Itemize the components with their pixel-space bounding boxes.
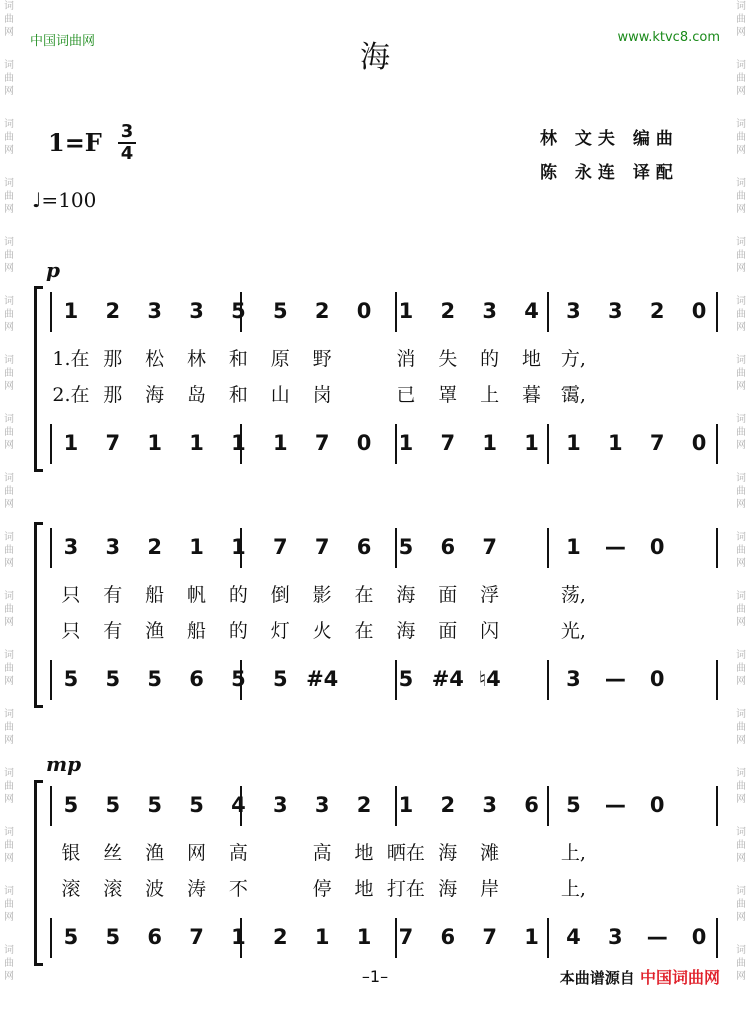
lyric-syllable: 网 — [187, 841, 207, 864]
lyric-syllable: 海 — [438, 841, 458, 864]
note: 3 — [273, 793, 288, 817]
note: 5 — [63, 793, 79, 817]
lyric-syllable: 浮 — [480, 583, 500, 606]
lyric-syllable: 晒在 — [386, 841, 425, 864]
note: 4 — [524, 299, 539, 323]
note: 3 — [482, 299, 497, 323]
lyric-syllable: 面 — [438, 583, 458, 606]
note: 3 — [566, 299, 581, 323]
note: 2 — [105, 299, 121, 323]
lyric-syllable: 岸 — [480, 877, 500, 900]
note: 5 — [231, 667, 246, 691]
source-site-link[interactable]: 中国词曲网 — [639, 968, 720, 987]
lyric-syllable: 已 — [396, 383, 416, 406]
note: 7 — [189, 925, 204, 949]
lyric-syllable: 倒 — [270, 583, 290, 606]
key-signature: 1=F — [48, 128, 102, 157]
note: 5 — [105, 667, 121, 691]
note: 1 — [398, 299, 414, 323]
note: 0 — [356, 431, 372, 455]
dynamic-marking: p — [46, 258, 60, 282]
note: — — [604, 667, 626, 691]
lyric-syllable: 光, — [560, 619, 586, 642]
note: 1 — [482, 431, 497, 455]
lyric-syllable: 帆 — [187, 583, 207, 606]
lyric-syllable: 地 — [354, 877, 374, 900]
lyric-syllable: 失 — [438, 347, 458, 370]
lyric1-row — [50, 576, 720, 610]
note: 1 — [524, 431, 539, 455]
lyric-syllable: 林 — [187, 347, 207, 370]
lyric-syllable: 滚 — [61, 877, 81, 900]
note: 5 — [273, 667, 288, 691]
note: 6 — [189, 667, 204, 691]
note: 1 — [189, 431, 204, 455]
lyric-syllable: 2.在 — [52, 383, 90, 406]
note: — — [604, 535, 626, 559]
system-bracket — [34, 780, 43, 966]
lyric-syllable: 和 — [228, 347, 248, 370]
note: 5 — [231, 299, 246, 323]
note: 1 — [147, 431, 162, 455]
lyric-syllable: 地 — [354, 841, 374, 864]
lyric-syllable: 海 — [438, 877, 458, 900]
lyric-syllable: 不 — [228, 877, 248, 900]
note: 5 — [105, 793, 121, 817]
note: 5 — [189, 793, 204, 817]
note: 1 — [356, 925, 372, 949]
page-number: –1– — [361, 967, 389, 986]
lyric-syllable: 打在 — [386, 877, 425, 900]
note: 2 — [314, 299, 330, 323]
harmony-row — [50, 426, 720, 460]
note: 3 — [482, 793, 497, 817]
dynamic-marking: mp — [46, 752, 82, 776]
note: 1 — [231, 535, 246, 559]
note: 3 — [105, 535, 121, 559]
note: 4 — [231, 793, 246, 817]
lyric-syllable: 只 — [61, 619, 81, 642]
note: 2 — [273, 925, 288, 949]
melody-row — [50, 530, 720, 564]
harmony-row — [50, 920, 720, 954]
lyric-syllable: 丝 — [103, 841, 123, 864]
lyric-syllable: 那 — [103, 383, 123, 406]
note: 6 — [356, 535, 372, 559]
lyric-syllable: 影 — [312, 583, 332, 606]
lyric-syllable: 在 — [354, 619, 374, 642]
note: 5 — [147, 793, 162, 817]
note: 7 — [440, 431, 456, 455]
lyricist-credit: 陈 永连 译配 — [540, 163, 679, 183]
note: 1 — [314, 925, 330, 949]
lyric2-row — [50, 612, 720, 646]
lyric-syllable: 松 — [145, 347, 165, 370]
lyric-syllable: 渔 — [145, 841, 165, 864]
note: 4 — [566, 925, 581, 949]
note: 1 — [566, 431, 581, 455]
note: 3 — [314, 793, 330, 817]
note: — — [646, 925, 668, 949]
note: 7 — [105, 431, 121, 455]
note: 1 — [231, 925, 246, 949]
lyric-syllable: 高 — [228, 841, 248, 864]
note: 5 — [398, 667, 414, 691]
lyric-syllable: 只 — [61, 583, 81, 606]
lyric-syllable: 野 — [312, 347, 332, 370]
lyric-syllable: 上, — [560, 841, 586, 864]
lyric1-row — [50, 834, 720, 868]
lyric-syllable: 和 — [228, 383, 248, 406]
lyric-syllable: 银 — [61, 841, 81, 864]
note: 1 — [63, 431, 79, 455]
note: 5 — [63, 925, 79, 949]
lyric-syllable: 荡, — [560, 583, 586, 606]
lyric-syllable: 山 — [270, 383, 290, 406]
time-signature — [118, 122, 136, 164]
source-label: 本曲谱源自 — [559, 969, 635, 987]
lyric-syllable: 滚 — [103, 877, 123, 900]
lyric-syllable: 停 — [312, 877, 332, 900]
lyric-syllable: 船 — [145, 583, 165, 606]
note: 1 — [566, 535, 581, 559]
note: 0 — [691, 925, 707, 949]
lyric-syllable: 海 — [396, 583, 416, 606]
note: #4 — [431, 667, 464, 691]
note: 1 — [608, 431, 623, 455]
melody-row — [50, 294, 720, 328]
note: — — [604, 793, 626, 817]
tempo-mark: ♩=100 — [32, 188, 97, 212]
lyric-syllable: 海 — [145, 383, 165, 406]
note: 1 — [524, 925, 539, 949]
lyric-syllable: 面 — [438, 619, 458, 642]
watermark-left: 词 曲 网 词 曲 网 词 曲 网 词 曲 网 词 曲 网 词 曲 网 词 曲 网 词 曲 网 词 曲 网 词 曲 网 词 曲 网 词 曲 网 词 曲 网 词 曲 网 词 曲 网 词 曲 网 词 曲 网 — [4, 1, 14, 982]
lyric-syllable: 灯 — [270, 619, 290, 642]
time-bottom: 4 — [120, 143, 134, 164]
note: 0 — [356, 299, 372, 323]
time-top: 3 — [120, 121, 134, 142]
lyric-syllable: 岛 — [187, 383, 207, 406]
note: 1 — [398, 431, 414, 455]
lyric-syllable: 海 — [396, 619, 416, 642]
note: 6 — [524, 793, 539, 817]
note: 0 — [649, 667, 665, 691]
note: 7 — [314, 535, 330, 559]
lyric-syllable: 高 — [312, 841, 332, 864]
lyric1-row — [50, 340, 720, 374]
lyric-syllable: 罩 — [438, 383, 458, 406]
note: 6 — [440, 535, 456, 559]
system-bracket — [34, 286, 43, 472]
lyric-syllable: 暮 — [522, 383, 542, 406]
lyric-syllable: 岗 — [312, 383, 332, 406]
site-name-left[interactable]: 中国词曲网 — [30, 34, 96, 49]
note: 0 — [649, 793, 665, 817]
note: 1 — [189, 535, 204, 559]
note: 1 — [273, 431, 288, 455]
note: 7 — [314, 431, 330, 455]
note: ♮4 — [478, 667, 501, 691]
song-title: 海 — [360, 40, 390, 75]
melody-row — [50, 788, 720, 822]
note: 7 — [398, 925, 414, 949]
note: 3 — [608, 925, 623, 949]
note: 5 — [398, 535, 414, 559]
note: 3 — [189, 299, 204, 323]
note: 6 — [147, 925, 162, 949]
note: 1 — [63, 299, 79, 323]
note: 0 — [691, 299, 707, 323]
composer-credit: 林 文夫 编曲 — [540, 129, 679, 149]
note: 3 — [608, 299, 623, 323]
lyric-syllable: 原 — [270, 347, 290, 370]
note: 7 — [482, 925, 497, 949]
lyric-syllable: 的 — [228, 583, 248, 606]
note: 6 — [440, 925, 456, 949]
lyric-syllable: 有 — [103, 619, 123, 642]
lyric-syllable: 的 — [228, 619, 248, 642]
lyric-syllable: 1.在 — [52, 347, 90, 370]
note: 5 — [147, 667, 162, 691]
lyric-syllable: 闪 — [480, 619, 500, 642]
note: 0 — [691, 431, 707, 455]
lyric-syllable: 上, — [560, 877, 586, 900]
note: 5 — [566, 793, 581, 817]
note: #4 — [306, 667, 339, 691]
site-url[interactable]: www.ktvc8.com — [617, 30, 720, 45]
lyric-syllable: 波 — [145, 877, 165, 900]
lyric-syllable: 消 — [396, 347, 416, 370]
lyric-syllable: 渔 — [145, 619, 165, 642]
note: 2 — [440, 299, 456, 323]
note: 2 — [440, 793, 456, 817]
system-bracket — [34, 522, 43, 708]
lyric-syllable: 涛 — [187, 877, 207, 900]
harmony-row — [50, 662, 720, 696]
note: 1 — [231, 431, 246, 455]
note: 7 — [273, 535, 288, 559]
note: 3 — [63, 535, 79, 559]
lyric-syllable: 上 — [480, 383, 500, 406]
lyric2-row — [50, 376, 720, 410]
source-credit — [560, 965, 720, 988]
lyric-syllable: 滩 — [480, 841, 500, 864]
note: 3 — [566, 667, 581, 691]
note: 2 — [356, 793, 372, 817]
note: 0 — [649, 535, 665, 559]
note: 7 — [649, 431, 665, 455]
watermark-right: 词 曲 网 词 曲 网 词 曲 网 词 曲 网 词 曲 网 词 曲 网 词 曲 网 词 曲 网 词 曲 网 词 曲 网 词 曲 网 词 曲 网 词 曲 网 词 曲 网 词 曲 网 词 曲 网 词 曲 网 — [736, 1, 746, 982]
lyric-syllable: 地 — [522, 347, 542, 370]
lyric-syllable: 的 — [480, 347, 500, 370]
note: 7 — [482, 535, 497, 559]
note: 2 — [147, 535, 162, 559]
lyric-syllable: 那 — [103, 347, 123, 370]
note: 2 — [649, 299, 665, 323]
note: 5 — [105, 925, 121, 949]
lyric-syllable: 霭, — [560, 383, 586, 406]
lyric-syllable: 火 — [312, 619, 332, 642]
lyric-syllable: 船 — [187, 619, 207, 642]
note: 5 — [273, 299, 288, 323]
lyric-syllable: 有 — [103, 583, 123, 606]
lyric-syllable: 在 — [354, 583, 374, 606]
lyric-syllable: 方, — [560, 347, 586, 370]
lyric2-row — [50, 870, 720, 904]
note: 5 — [63, 667, 79, 691]
note: 3 — [147, 299, 162, 323]
note: 1 — [398, 793, 414, 817]
